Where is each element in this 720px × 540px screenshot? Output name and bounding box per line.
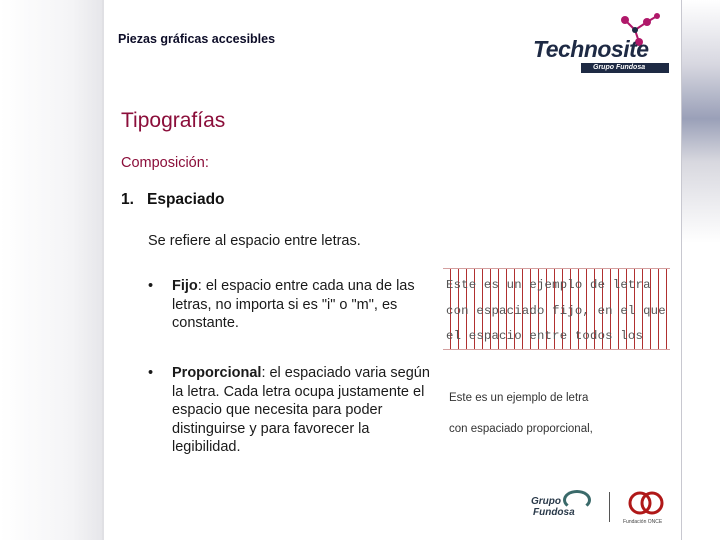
section-number: 1. bbox=[121, 191, 134, 208]
left-margin-divider bbox=[102, 0, 104, 540]
fundacion-once-rings-icon bbox=[626, 488, 666, 518]
header-title: Piezas gráficas accesibles bbox=[118, 32, 276, 46]
bullet-term: Fijo bbox=[172, 278, 198, 294]
slide-subtitle: Composición: bbox=[121, 155, 209, 171]
right-margin-divider bbox=[681, 0, 682, 540]
bullet-dot: • bbox=[148, 365, 154, 381]
section-heading bbox=[121, 191, 225, 209]
monospace-example-line: con espaciado fijo, en el que bbox=[446, 304, 666, 318]
left-margin-decoration bbox=[0, 0, 103, 540]
bullet-text bbox=[172, 277, 432, 333]
monospace-example-line: el espacio entre todos los bbox=[446, 329, 644, 343]
slide-title: Tipografías bbox=[121, 109, 226, 132]
fundacion-once-logo bbox=[618, 486, 676, 526]
proportional-example-line: Este es un ejemplo de letra bbox=[449, 392, 589, 404]
technosite-logo-subtext: Grupo Fundosa bbox=[593, 64, 646, 71]
technosite-logo bbox=[533, 12, 673, 71]
fundacion-once-caption: Fundación ONCE bbox=[623, 519, 663, 525]
proportional-example-line: con espaciado proporcional, bbox=[449, 423, 593, 435]
grupo-fundosa-logo bbox=[529, 488, 599, 524]
intro-text: Se refiere al espacio entre letras. bbox=[148, 233, 361, 249]
bullet-description: : el espacio entre cada una de las letras, no importa si es "i" o "m", es constante. bbox=[172, 278, 415, 331]
grupo-fundosa-logo-line1: Grupo bbox=[531, 496, 561, 507]
grupo-fundosa-logo-line2: Fundosa bbox=[533, 507, 575, 518]
section-title: Espaciado bbox=[147, 191, 225, 208]
bullet-description: : el espaciado varia según la letra. Cada letra ocupa justamente el espacio que necesita para poder distinguirse y para favorecer la legibilidad. bbox=[172, 365, 430, 455]
bullet-text bbox=[172, 364, 432, 457]
bullet-term: Proporcional bbox=[172, 365, 262, 381]
right-margin-decoration bbox=[682, 0, 720, 540]
monospace-example-image bbox=[443, 268, 670, 350]
footer-divider bbox=[609, 492, 610, 522]
technosite-logo-text: Technosite bbox=[533, 36, 649, 62]
monospace-example-line: Este es un ejemplo de letra bbox=[446, 278, 651, 292]
bullet-dot: • bbox=[148, 278, 154, 294]
